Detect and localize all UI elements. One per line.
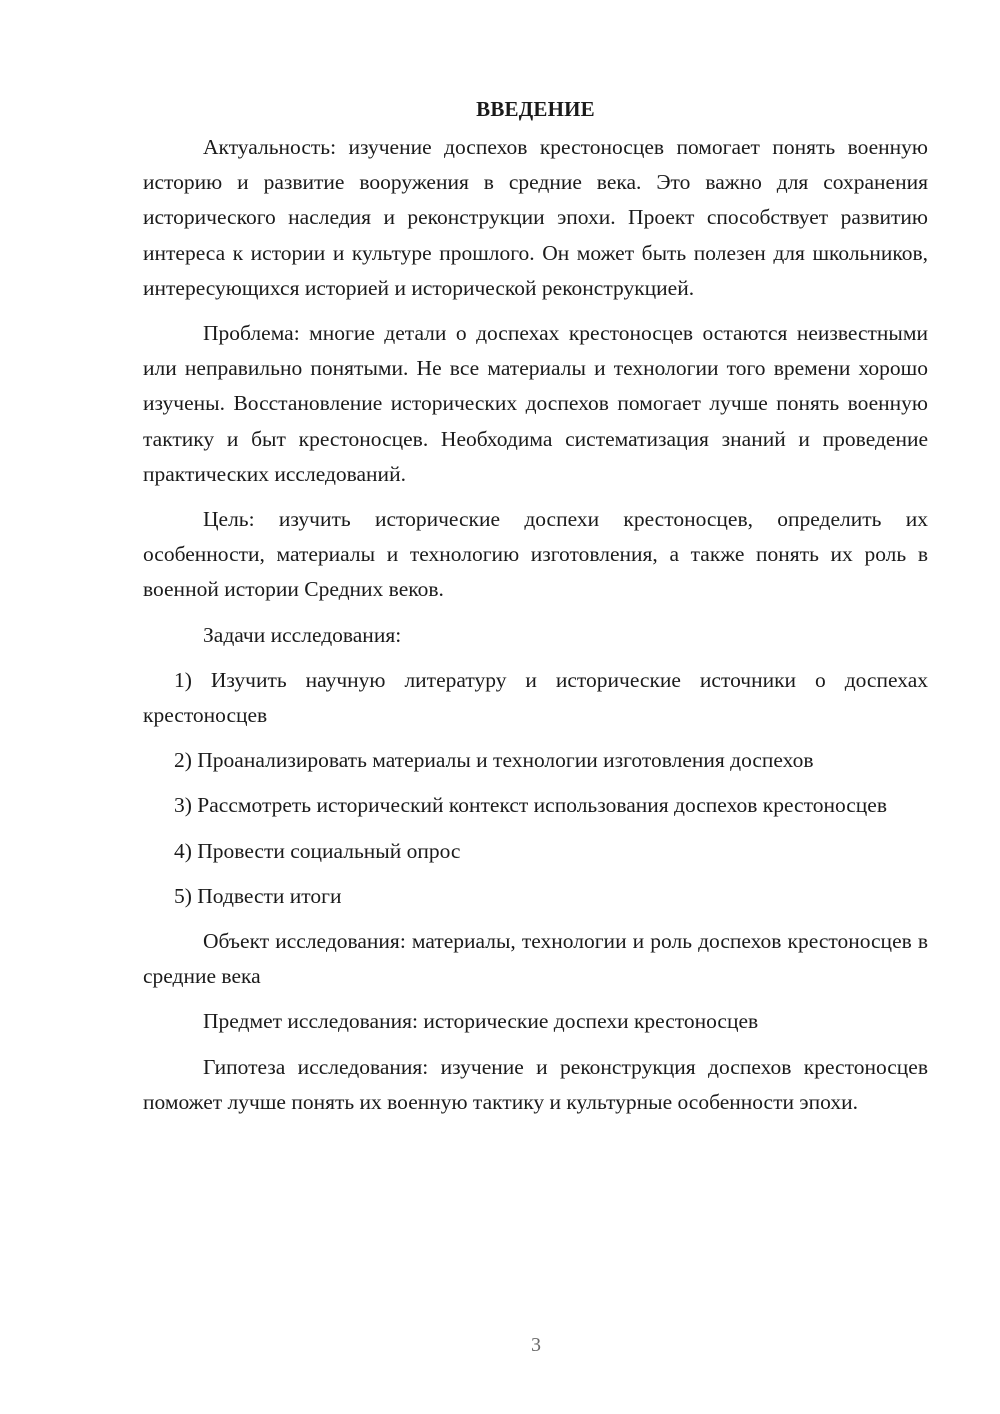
goal-paragraph: Цель: изучить исторические доспехи крестоносцев, определить их особенности, материалы и технологию изготовления, а также понять их роль в военной истории Средних веков. — [143, 507, 928, 602]
task-item-5: 5) Подвести итоги — [174, 883, 342, 908]
task-item-2: 2) Проанализировать материалы и технологии изготовления доспехов — [174, 748, 814, 773]
tasks-heading: Задачи исследования: — [203, 622, 402, 647]
task-item-1: 1) Изучить научную литературу и исторические источники о доспехах крестоносцев — [143, 667, 928, 728]
subject-paragraph: Предмет исследования: исторические доспехи крестоносцев — [203, 1009, 759, 1034]
hypothesis-paragraph: Гипотеза исследования: изучение и реконструкция доспехов крестоносцев поможет лучше понять их военную тактику и культурные особенности эпохи. — [143, 1054, 928, 1114]
document-page — [143, 92, 928, 1130]
page-title: ВВЕДЕНИЕ — [476, 97, 595, 121]
task-item-4: 4) Провести социальный опрос — [174, 838, 461, 863]
relevance-paragraph: Актуальность: изучение доспехов крестоносцев помогает понять военную историю и развитие вооружения в средние века. Это важно для сохранения исторического наследия и реконструкции эпохи. Проект способствует развитию интереса к истории и культуре прошлого. Он может быть полезен для школьников, интересующихся историей и исторической реконструкцией. — [143, 135, 928, 300]
object-paragraph: Объект исследования: материалы, технологии и роль доспехов крестоносцев в средние века — [143, 929, 928, 989]
page-number: 3 — [531, 1334, 541, 1356]
task-item-3: 3) Рассмотреть исторический контекст использования доспехов крестоносцев — [174, 793, 887, 818]
problem-paragraph: Проблема: многие детали о доспехах крестоносцев остаются неизвестными или неправильно понятыми. Не все материалы и технологии того времени хорошо изучены. Восстановление исторических доспехов помогает лучше понять военную тактику и быт крестоносцев. Необходима систематизация знаний и проведение практических исследований. — [143, 321, 928, 486]
